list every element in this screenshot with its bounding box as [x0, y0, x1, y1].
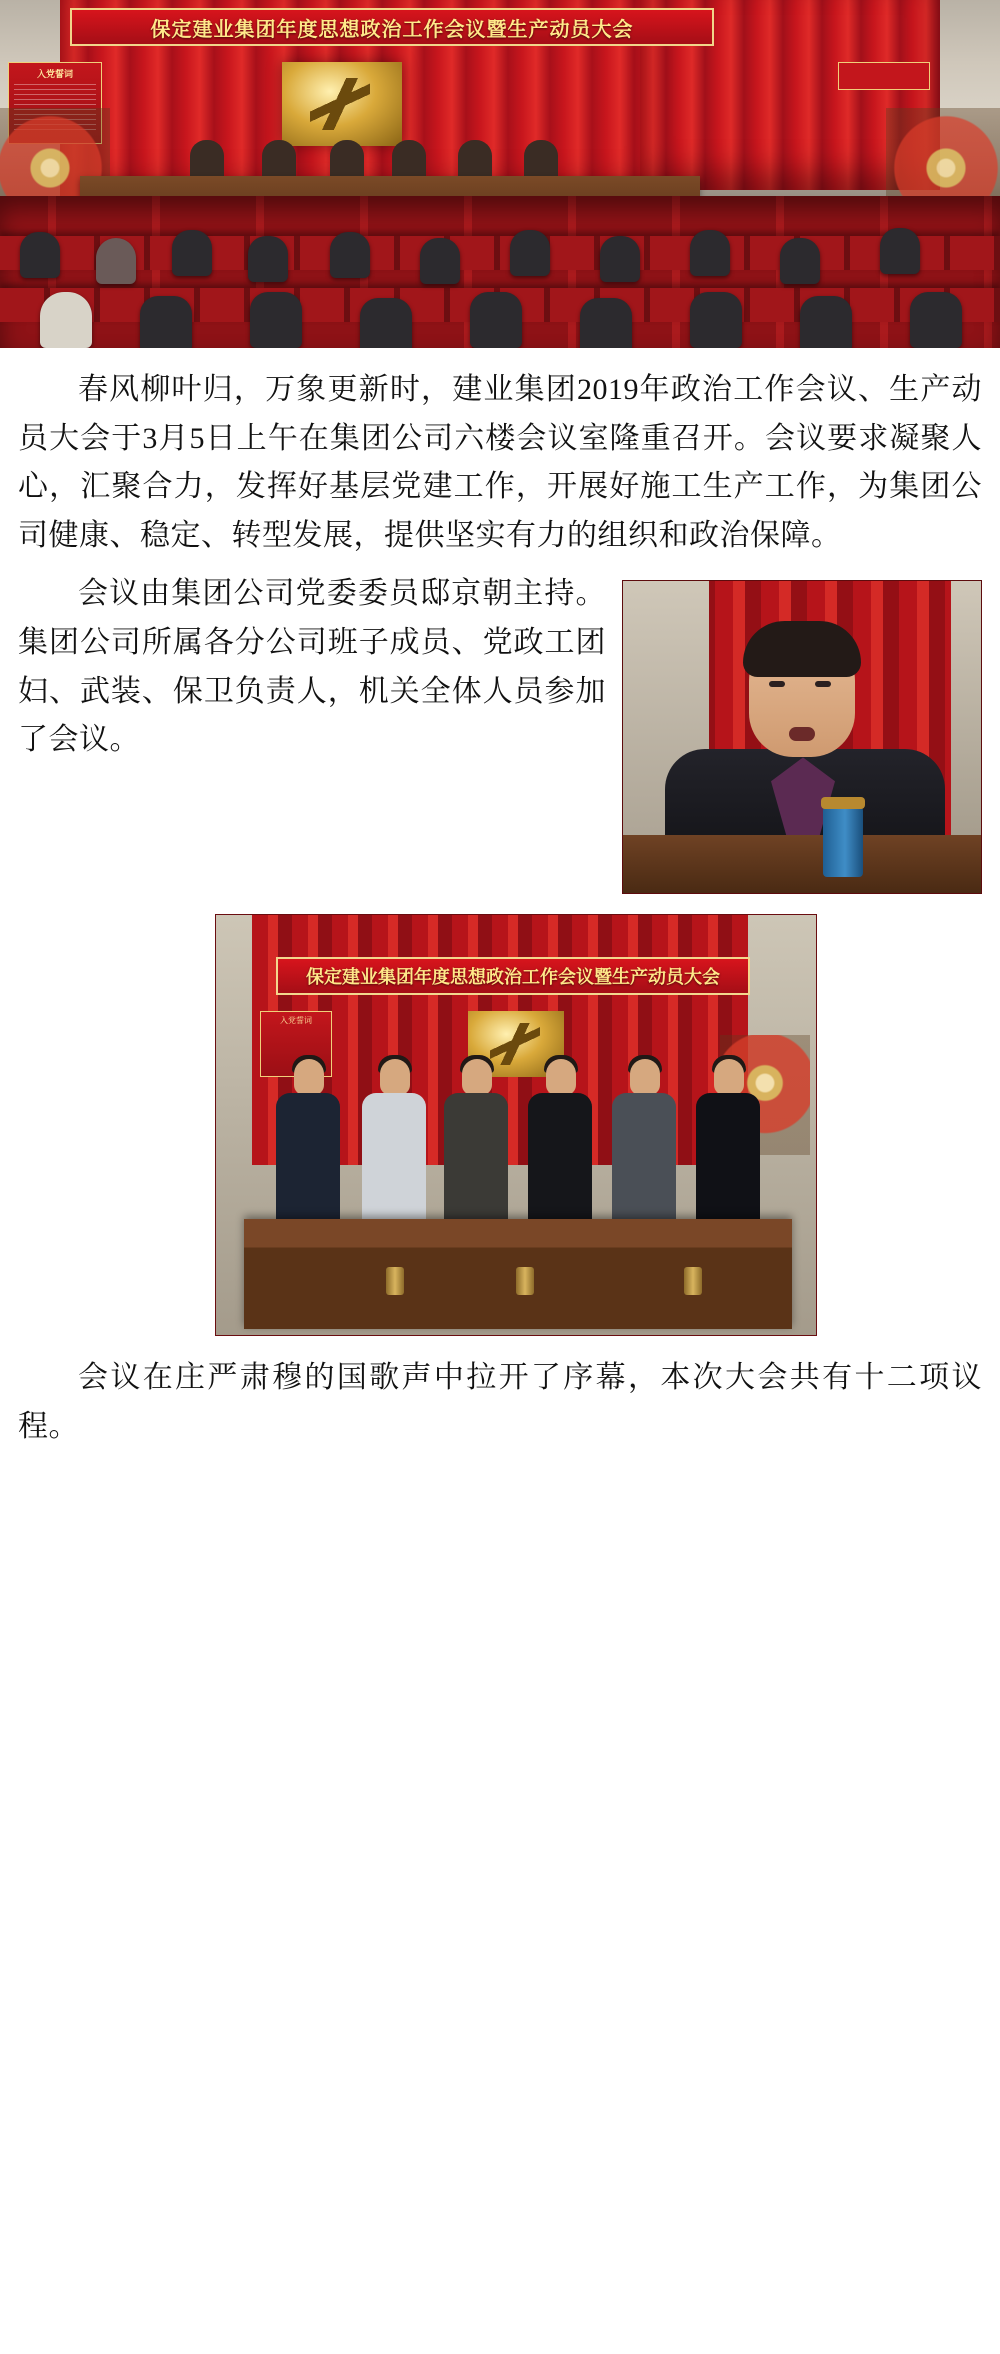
photo-group-section — [0, 900, 1000, 1336]
photo2-desk — [623, 835, 981, 893]
photo1-audience-person — [510, 230, 550, 276]
photo3-person-head — [714, 1059, 744, 1095]
photo-host-portrait — [622, 580, 982, 894]
photo1-head-table-person — [262, 140, 296, 180]
photo3-person-head — [380, 1059, 410, 1095]
photo2-person-hair — [743, 621, 861, 677]
photo3-cup — [516, 1267, 534, 1295]
photo3-person-body — [612, 1093, 676, 1219]
photo1-right-sign — [838, 62, 930, 90]
photo1-audience-person — [248, 236, 288, 282]
photo2-person-eye-right — [815, 681, 831, 687]
photo3-person — [696, 1059, 760, 1219]
photo3-person-body — [696, 1093, 760, 1219]
photo1-audience-person — [690, 230, 730, 276]
paragraph-one: 春风柳叶归，万象更新时，建业集团2019年政治工作会议、生产动员大会于3月5日上午在集团公司六楼会议室隆重召开。会议要求凝聚人心，汇聚合力，发挥好基层党建工作，开展好施工生产工作，为集团公司健康、稳定、转型发展，提供坚实有力的组织和政治保障。 — [18, 373, 982, 552]
photo2-thermos-cup — [823, 805, 863, 877]
photo3-cup — [684, 1267, 702, 1295]
photo3-banner — [276, 957, 750, 995]
photo2-person-eye-left — [769, 681, 785, 687]
photo1-head-table-person — [524, 140, 558, 180]
photo3-person-body — [362, 1093, 426, 1219]
photo1-audience-person — [910, 292, 962, 348]
photo3-person — [276, 1059, 340, 1219]
photo3-person-head — [630, 1059, 660, 1095]
text-with-portrait-section — [0, 560, 1000, 900]
photo3-person-head — [462, 1059, 492, 1095]
photo1-audience-person — [330, 232, 370, 278]
photo1-audience-person — [880, 228, 920, 274]
photo1-audience-person — [40, 292, 92, 348]
photo1-head-table-person — [330, 140, 364, 180]
photo1-head-table-person — [392, 140, 426, 180]
photo3-person-head — [546, 1059, 576, 1095]
photo1-audience-person — [600, 236, 640, 282]
photo2-thermos-lid — [821, 797, 865, 809]
photo1-banner-text: 保定建业集团年度思想政治工作会议暨生产动员大会 — [150, 18, 634, 41]
photo3-party-oath-title: 入党誓词 — [280, 1016, 312, 1026]
photo2-person-mouth — [789, 727, 815, 741]
photo1-seat-row — [0, 236, 1000, 270]
photo1-party-oath-title: 入党誓词 — [36, 69, 73, 79]
photo-meeting-room-wide — [0, 0, 1000, 348]
photo3-person-body — [444, 1093, 508, 1219]
photo1-audience-person — [360, 298, 412, 348]
photo3-person-body — [528, 1093, 592, 1219]
photo-group-standing — [215, 914, 817, 1336]
photo1-audience-person — [20, 232, 60, 278]
photo3-person — [612, 1059, 676, 1219]
photo1-banner — [70, 8, 714, 46]
photo3-banner-text: 保定建业集团年度思想政治工作会议暨生产动员大会 — [306, 967, 720, 988]
paragraph-three: 会议在庄严肃穆的国歌声中拉开了序幕，本次大会共有十二项议程。 — [18, 1361, 982, 1443]
photo1-audience-person — [250, 292, 302, 348]
photo3-person — [528, 1059, 592, 1219]
photo3-person-head — [294, 1059, 324, 1095]
photo3-person-body — [276, 1093, 340, 1219]
photo1-audience-person — [96, 238, 136, 284]
photo1-audience-person — [140, 296, 192, 348]
photo1-audience-person — [690, 292, 742, 348]
photo1-head-table-person — [190, 140, 224, 180]
photo1-audience-person — [172, 230, 212, 276]
photo1-party-emblem-icon — [282, 62, 402, 146]
photo1-audience-person — [800, 296, 852, 348]
photo1-audience-person — [580, 298, 632, 348]
photo3-cup — [386, 1267, 404, 1295]
photo1-head-table-person — [458, 140, 492, 180]
photo1-audience-person — [780, 238, 820, 284]
photo1-audience-person — [420, 238, 460, 284]
paragraph-two: 会议由集团公司党委委员邸京朝主持。集团公司所属各分公司班子成员、党政工团妇、武装、保卫负责人，机关全体人员参加了会议。 — [18, 577, 606, 757]
photo3-person — [444, 1059, 508, 1219]
photo1-audience-person — [470, 292, 522, 348]
photo3-person — [362, 1059, 426, 1219]
